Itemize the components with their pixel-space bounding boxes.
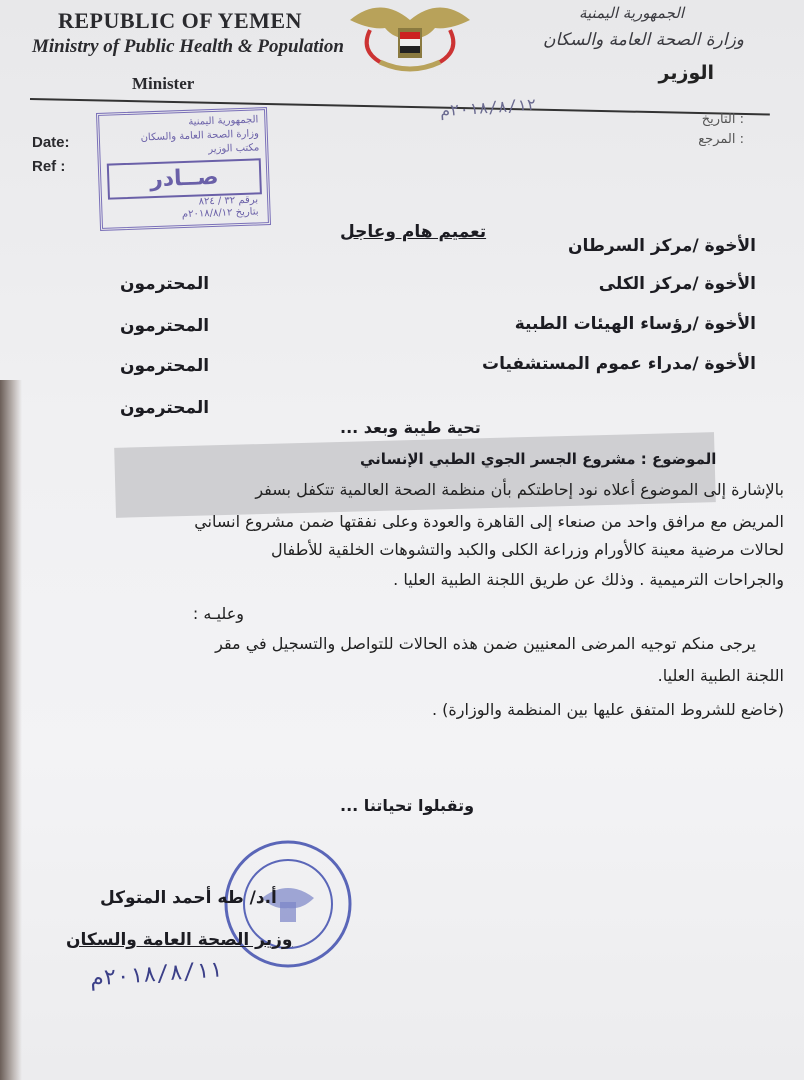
recipient: الأخوة /مركز السرطان: [567, 236, 756, 256]
stamp-date: بتاريخ ٢٠١٨/٨/١٢م: [181, 206, 259, 221]
recipient: الأخوة /مركز الكلى: [598, 274, 756, 294]
outgoing-stamp: [96, 107, 271, 231]
respected-label: المحترمون: [120, 356, 210, 376]
ref-label: Ref :: [32, 158, 66, 175]
ministry-en: Ministry of Public Health & Population: [32, 36, 344, 57]
stamp-title: صــادر: [107, 158, 262, 199]
body-line: يرجى منكم توجيه المرضى المعنيين ضمن هذه الحالات للتواصل والتسجيل في مقر: [215, 634, 756, 653]
greeting: تحية طيبة وبعد ...: [340, 418, 481, 437]
recipient: الأخوة /رؤساء الهيئات الطبية: [514, 314, 756, 334]
body-line: المريض مع مرافق واحد من صنعاء إلى القاهرة والعودة وعلى نفقتها ضمن مشروع انساني: [194, 512, 784, 531]
respected-label: المحترمون: [120, 274, 210, 294]
body-line: لحالات مرضية معينة كالأورام وزراعة الكلى والكبد والتشوهات الخلقية للأطفال: [270, 540, 784, 559]
body-line: والجراحات الترميمية . وذلك عن طريق اللجنة الطبية العليا .: [393, 570, 784, 589]
closing: وتقبلوا تحياتنا ...: [340, 796, 475, 815]
page-shadow: [0, 380, 22, 1080]
subject-highlight: [114, 432, 716, 518]
handwritten-date: ٢٠١٨/٨/١٢م: [439, 94, 537, 121]
subject-label: الموضوع : مشروع الجسر الجوي الطبي الإنساني: [360, 450, 717, 468]
minister-ar: الوزير: [658, 62, 714, 84]
respected-label: المحترمون: [120, 398, 210, 418]
date-label: Date:: [32, 134, 70, 151]
stamp-line-1: الجمهورية اليمنية: [188, 114, 259, 128]
republic-en: REPUBLIC OF YEMEN: [58, 8, 302, 33]
body-line: اللجنة الطبية العليا.: [657, 666, 784, 685]
recipient: الأخوة /مدراء عموم المستشفيات: [482, 354, 756, 374]
date-label-ar: : التاريخ: [701, 112, 744, 127]
stamp-line-2: وزارة الصحة العامة والسكان: [140, 128, 260, 144]
ref-label-ar: : المرجع: [698, 132, 744, 147]
signature-date: ٢٠١٨/٨/١١م: [89, 957, 224, 992]
respected-label: المحترمون: [120, 316, 210, 336]
minister-en: Minister: [132, 74, 195, 93]
republic-ar: الجمهورية اليمنية: [578, 4, 684, 22]
ministry-ar: وزارة الصحة العامة والسكان: [542, 30, 744, 50]
stamp-line-3: مكتب الوزير: [208, 142, 260, 156]
body-line: (خاضع للشروط المتفق عليها بين المنظمة والوزارة) .: [432, 700, 784, 719]
circular-title: تعميم هام وعاجل: [340, 222, 487, 242]
body-line: بالإشارة إلى الموضوع أعلاه نود إحاطتكم بأن منظمة الصحة العالمية تتكفل بسفر: [255, 480, 784, 499]
yemen-eagle-emblem-icon: [340, 0, 480, 80]
signer-title: وزير الصحة العامة والسكان: [66, 930, 293, 950]
stamp-number: برقم ٣٢ / ٨٢٤: [198, 194, 259, 208]
signer-name: أ.د/ طه أحمد المتوكل: [100, 888, 277, 908]
body-line: وعليـه :: [192, 604, 244, 623]
